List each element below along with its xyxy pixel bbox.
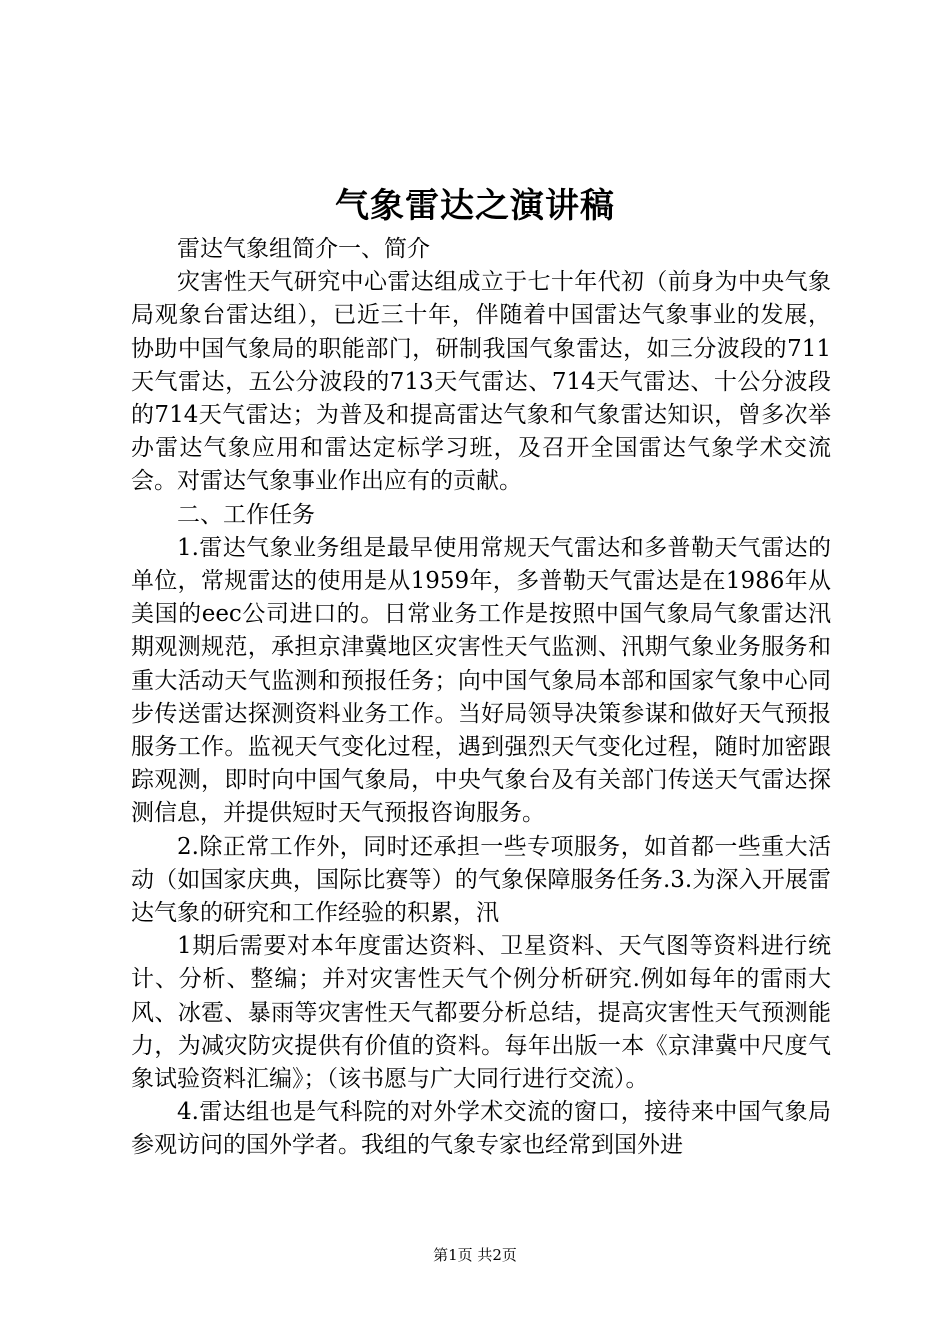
paragraph-task-2: 2.除正常工作外，同时还承担一些专项服务，如首都一些重大活动（如国家庆典，国际比赛等）的气象保障服务任务.3.为深入开展雷达气象的研究和工作经验的积累，汛	[131, 833, 831, 927]
page-number: 第1页 共2页	[433, 1246, 517, 1264]
paragraph-tasks-heading: 二、工作任务	[177, 501, 315, 528]
paragraph-task-4: 4.雷达组也是气科院的对外学术交流的窗口，接待来中国气象局参观访问的国外学者。我组的气象专家也经常到国外进	[131, 1099, 831, 1159]
document-body	[131, 233, 831, 1163]
document-title: 气象雷达之演讲稿	[335, 186, 615, 226]
paragraph-task-1: 1.雷达气象业务组是最早使用常规天气雷达和多普勒天气雷达的单位，常规雷达的使用是从1959年，多普勒天气雷达是在1986年从美国的eec公司进口的。日常业务工作是按照中国气象局气象雷达汛期观测规范，承担京津冀地区灾害性天气监测、汛期气象业务服务和重大活动天气监测和预报任务；向中国气象局本部和国家气象中心同步传送雷达探测资料业务工作。当好局领导决策参谋和做好天气预报服务工作。监视天气变化过程，遇到强烈天气变化过程，随时加密跟踪观测，即时向中国气象局，中央气象台及有关部门传送天气雷达探测信息，并提供短时天气预报咨询服务。	[131, 534, 831, 827]
paragraph-task-3: 1期后需要对本年度雷达资料、卫星资料、天气图等资料进行统计、分析、整编；并对灾害性天气个例分析研究.例如每年的雷雨大风、冰雹、暴雨等灾害性天气都要分析总结，提高灾害性天气预测能力，为减灾防灾提供有价值的资料。每年出版一本《京津冀中尺度气象试验资料汇编》；（该书愿与广大同行进行交流）。	[131, 933, 831, 1093]
paragraph-intro-heading: 雷达气象组简介一、简介	[177, 236, 430, 262]
paragraph-intro: 灾害性天气研究中心雷达组成立于七十年代初（前身为中央气象局观象台雷达组），已近三十年，伴随着中国雷达气象事业的发展，协助中国气象局的职能部门，研制我国气象雷达，如三分波段的711天气雷达，五公分波段的713天气雷达、714天气雷达、十公分波段的714天气雷达；为普及和提高雷达气象和气象雷达知识，曾多次举办雷达气象应用和雷达定标学习班，及召开全国雷达气象学术交流会。对雷达气象事业作出应有的贡献。	[131, 269, 831, 495]
